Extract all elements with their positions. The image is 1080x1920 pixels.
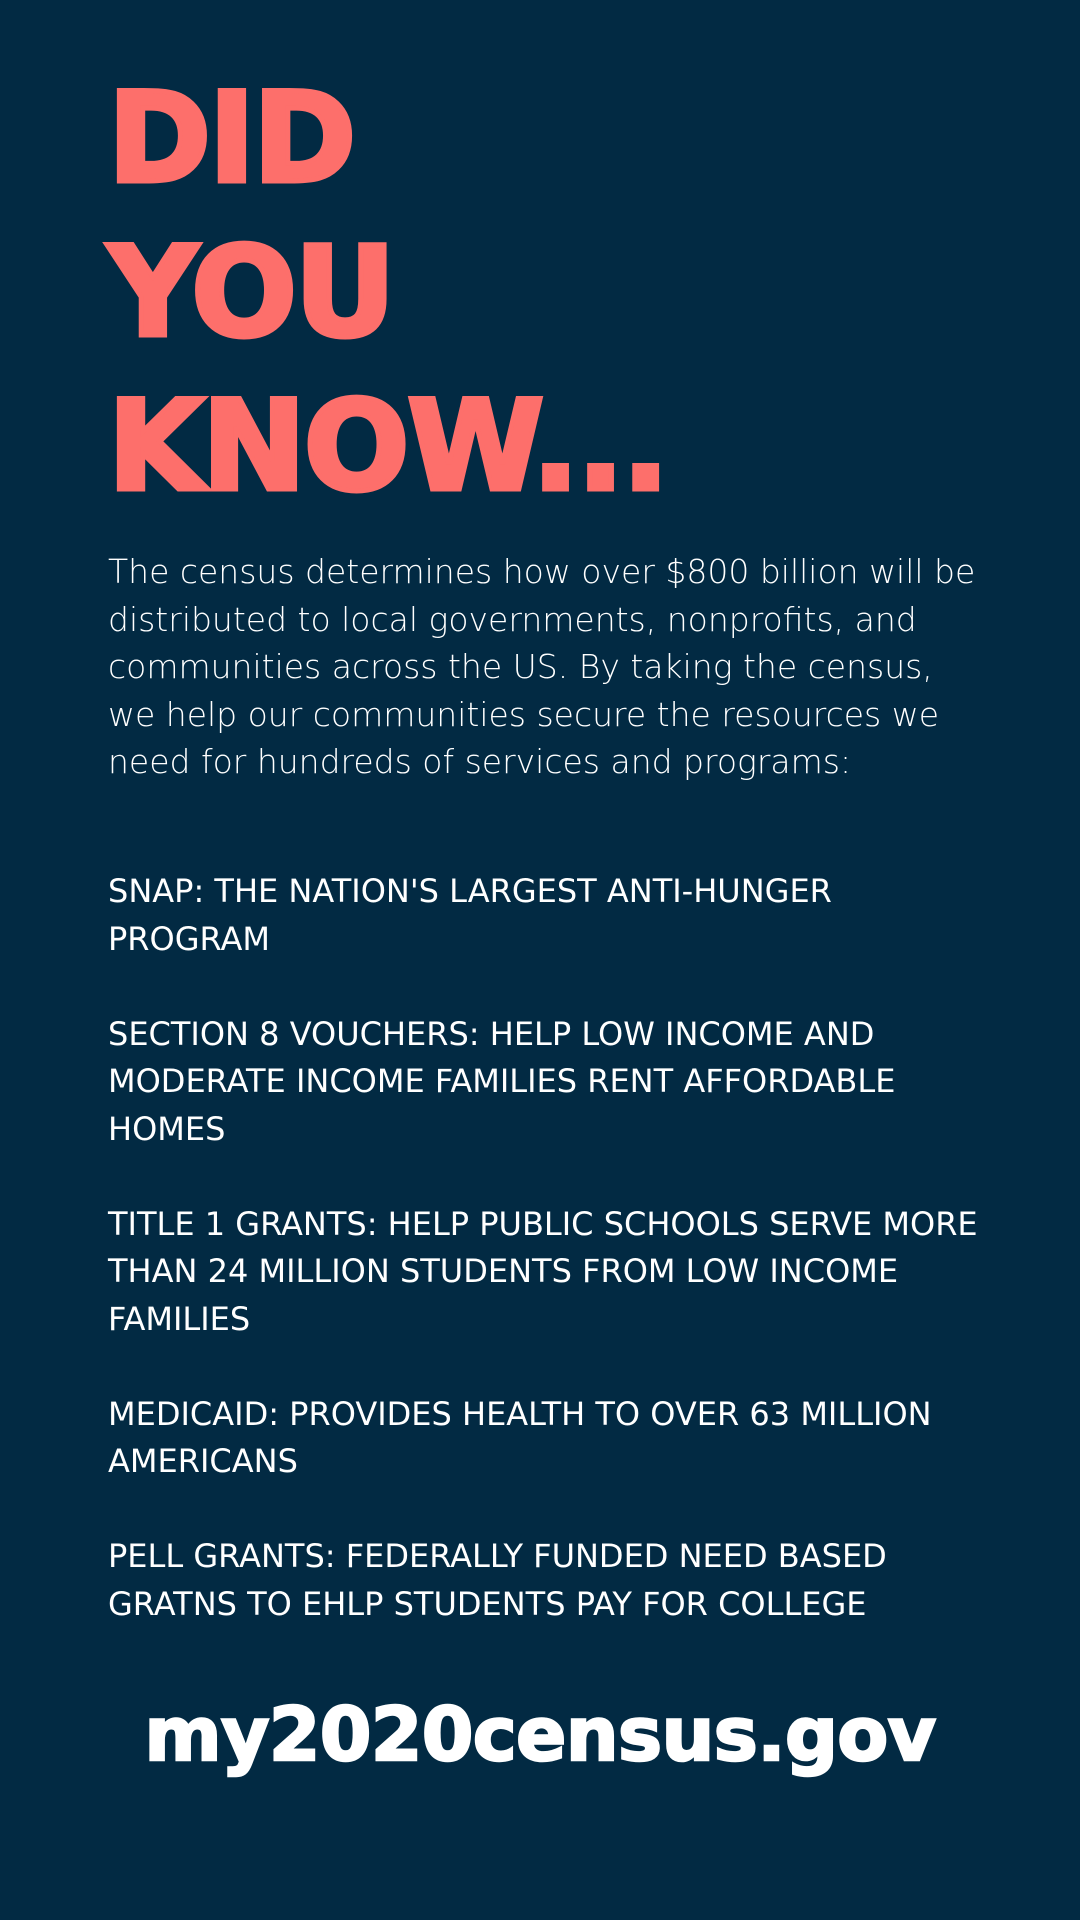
- headline-line-2: YOU: [108, 221, 394, 365]
- headline-line-1: DID: [108, 67, 354, 211]
- program-item-title-1: TITLE 1 GRANTS: HELP PUBLIC SCHOOLS SERVE MORE THAN 24 MILLION STUDENTS FROM LOW INCOME FAMILIES: [108, 1204, 978, 1338]
- headline: [108, 62, 667, 524]
- program-item-pell-grants: PELL GRANTS: FEDERALLY FUNDED NEED BASED GRATNS TO EHLP STUDENTS PAY FOR COLLEGE: [108, 1537, 887, 1623]
- program-list: [108, 868, 988, 1676]
- census-url: my2020census.gov: [144, 1692, 936, 1778]
- program-item-snap: SNAP: THE NATION'S LARGEST ANTI-HUNGER PROGRAM: [108, 872, 832, 958]
- program-item-medicaid: MEDICAID: PROVIDES HEALTH TO OVER 63 MILLION AMERICANS: [108, 1394, 932, 1480]
- headline-line-3: KNOW...: [108, 375, 668, 519]
- intro-paragraph: The census determines how over $800 billion will be distributed to local governments, nonprofits, and communities across the US. By taking the census, we help our communities secure the resources we need for hundreds of services and programs:: [108, 552, 976, 781]
- program-item-section-8: SECTION 8 VOUCHERS: HELP LOW INCOME AND MODERATE INCOME FAMILIES RENT AFFORDABLE HOMES: [108, 1014, 896, 1148]
